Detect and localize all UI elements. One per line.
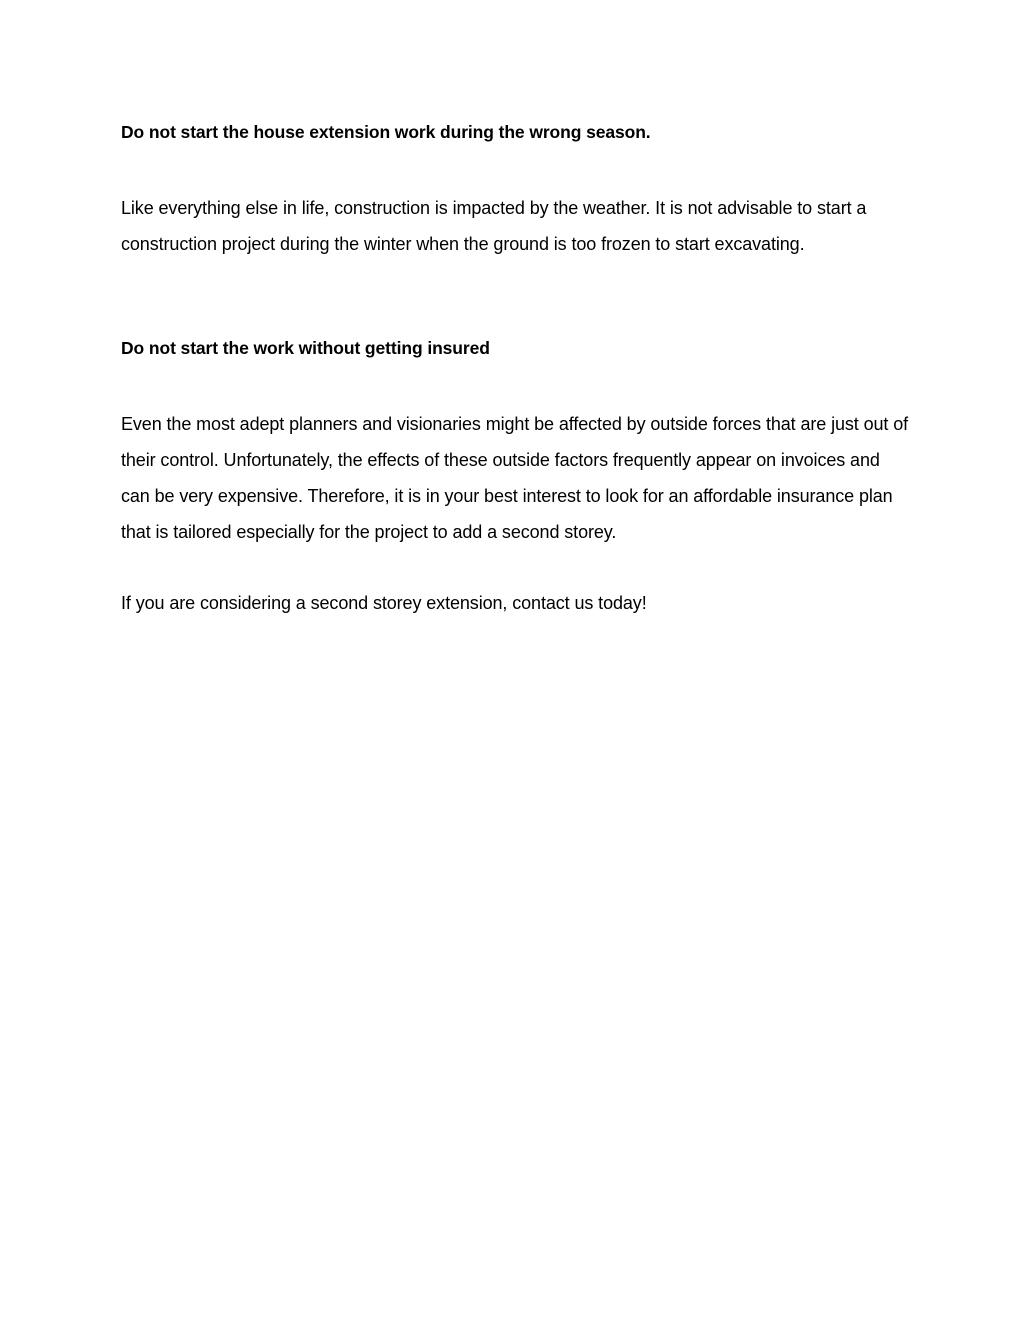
section-heading-insurance: Do not start the work without getting insured bbox=[121, 338, 490, 358]
section-paragraph-season: Like everything else in life, construction is impacted by the weather. It is not advisable to start a construction project during the winter when the ground is too frozen to start excavating. bbox=[121, 198, 867, 254]
closing-call-to-action: If you are considering a second storey extension, contact us today! bbox=[121, 593, 647, 613]
document-body bbox=[121, 118, 911, 621]
section-heading-season: Do not start the house extension work during the wrong season. bbox=[121, 122, 651, 142]
section-paragraph-insurance: Even the most adept planners and visionaries might be affected by outside forces that are just out of their control. Unfortunately, the effects of these outside factors frequently appear on invoices and can be very expensive. Therefore, it is in your best interest to look for an affordable insurance plan that is tailored especially for the project to add a second storey. bbox=[121, 414, 909, 542]
